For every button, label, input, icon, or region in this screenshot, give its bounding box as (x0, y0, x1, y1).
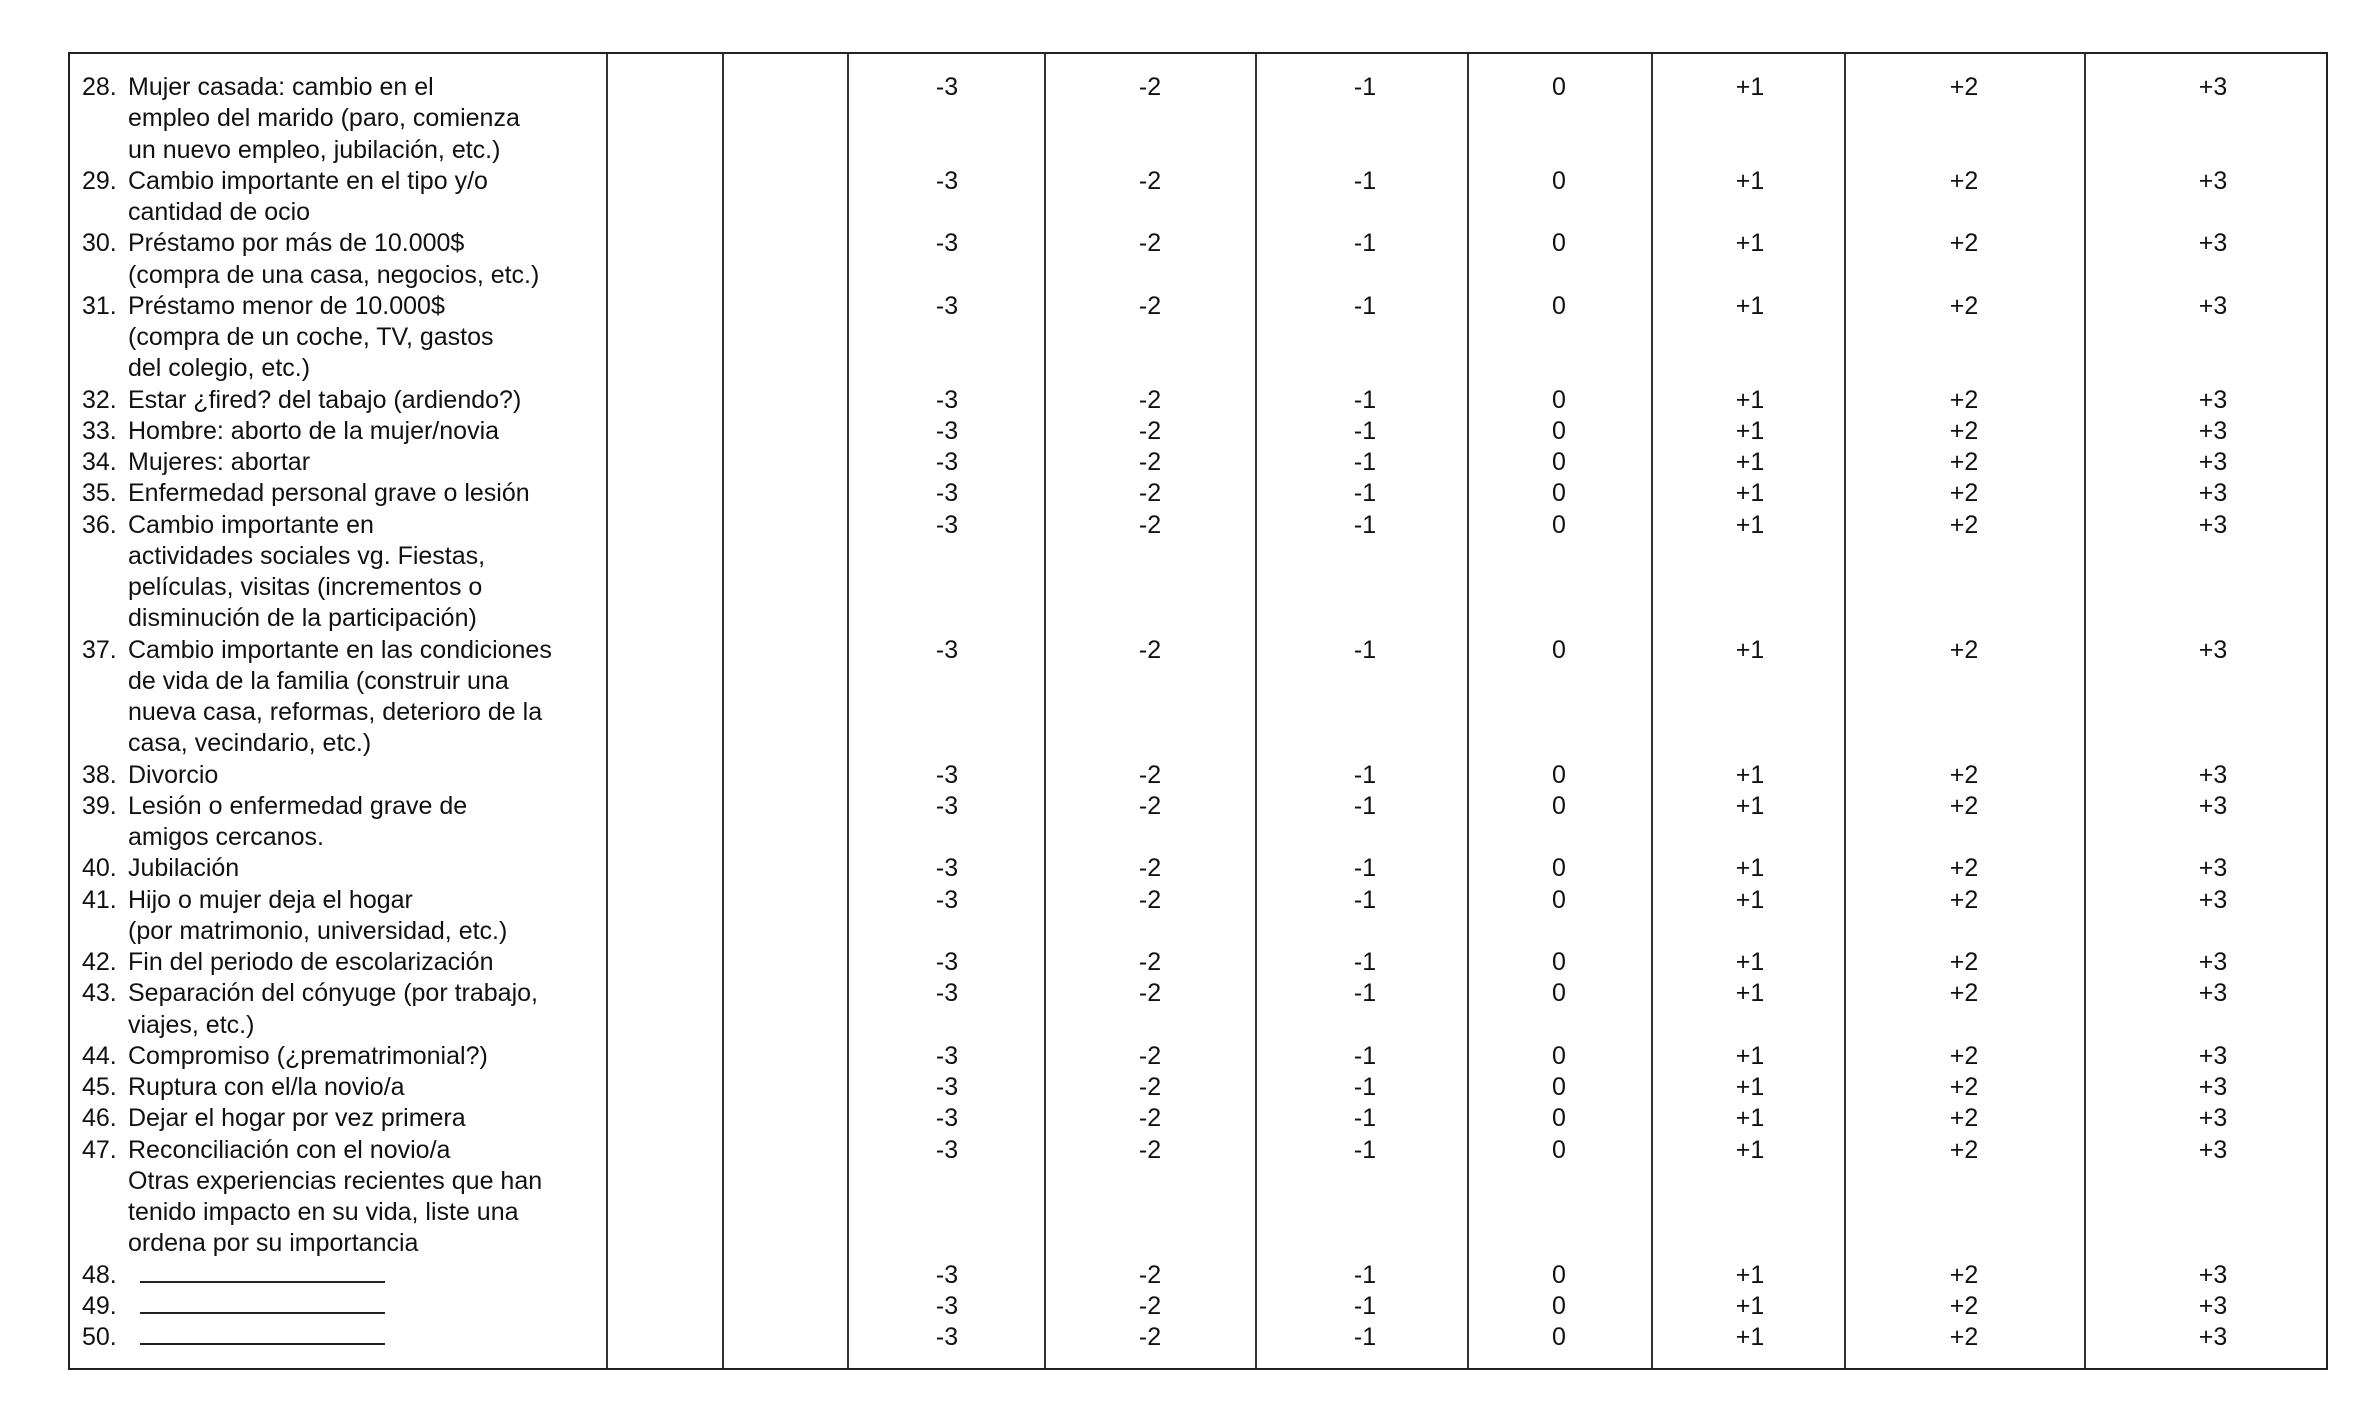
scale-option[interactable]: +3 (2198, 510, 2228, 539)
description-line: (por matrimonio, universidad, etc.) (128, 916, 508, 945)
scale-option[interactable]: -3 (935, 791, 959, 820)
item-number: 45. (82, 1073, 117, 1101)
scale-option[interactable]: -2 (1138, 760, 1162, 789)
scale-option[interactable]: +2 (1949, 1260, 1979, 1289)
event-description (128, 228, 539, 291)
scale-option[interactable]: +2 (1949, 885, 1979, 914)
scale-option[interactable]: -1 (1353, 885, 1377, 914)
write-in-field[interactable] (140, 1323, 385, 1345)
scale-option[interactable]: -3 (935, 885, 959, 914)
event-description (128, 510, 485, 635)
scale-option[interactable]: -3 (935, 229, 959, 258)
scale-option[interactable]: 0 (1552, 229, 1566, 258)
event-description (128, 635, 552, 760)
description-line: Préstamo por más de 10.000$ (128, 229, 465, 258)
scale-option[interactable]: -1 (1353, 448, 1377, 476)
event-label (82, 760, 219, 791)
scale-option[interactable]: -2 (1138, 1073, 1162, 1101)
scale-option[interactable]: -1 (1353, 635, 1377, 664)
column-divider (1255, 54, 1257, 1368)
event-label (82, 791, 468, 851)
description-line: películas, visitas (incrementos o (128, 573, 483, 601)
item-number: 29. (82, 166, 117, 195)
scale-option[interactable]: -2 (1138, 885, 1162, 914)
event-label (82, 228, 540, 289)
item-number: 35. (82, 479, 117, 508)
event-description (128, 166, 488, 229)
scale-option[interactable]: -3 (935, 854, 959, 883)
scale-option[interactable]: 0 (1552, 854, 1566, 883)
scale-option[interactable]: +1 (1735, 635, 1765, 664)
scale-option[interactable]: -3 (935, 1135, 959, 1164)
scale-option[interactable]: +2 (1949, 854, 1979, 883)
item-number: 44. (82, 1041, 117, 1070)
scale-option[interactable]: -1 (1353, 385, 1377, 414)
description-line: Mujeres: abortar (128, 448, 311, 476)
scale-option[interactable]: -3 (935, 760, 959, 789)
scale-option[interactable]: +3 (2198, 479, 2228, 508)
note-line: Otras experiencias recientes que han (128, 1166, 543, 1195)
description-line: viajes, etc.) (128, 1010, 255, 1039)
scale-option[interactable]: +1 (1735, 885, 1765, 914)
scale-option[interactable]: +2 (1949, 73, 1979, 101)
item-number: 34. (82, 448, 117, 476)
scale-option[interactable]: 0 (1552, 479, 1566, 508)
event-label (82, 166, 488, 226)
scale-option[interactable]: -3 (935, 73, 959, 101)
item-number: 28. (82, 73, 117, 101)
scale-option[interactable]: +2 (1949, 385, 1979, 414)
scale-option[interactable]: +3 (2198, 1041, 2228, 1070)
item-number: 40. (82, 854, 117, 883)
item-number: 30. (82, 229, 117, 258)
item-number: 32. (82, 385, 117, 414)
scale-option[interactable]: +1 (1735, 1041, 1765, 1070)
column-divider (722, 54, 724, 1368)
description-line: Compromiso (¿prematrimonial?) (128, 1041, 488, 1070)
scale-option[interactable]: +1 (1735, 854, 1765, 883)
scale-option[interactable]: -1 (1353, 1104, 1377, 1133)
event-description (128, 1041, 488, 1072)
description-line: Mujer casada: cambio en el (128, 73, 434, 101)
scale-option[interactable]: +3 (2198, 1104, 2228, 1133)
description-line: Jubilación (128, 854, 240, 883)
scale-option[interactable]: -2 (1138, 448, 1162, 476)
event-description (128, 72, 520, 166)
scale-option[interactable]: +1 (1735, 1073, 1765, 1101)
scale-option[interactable]: +2 (1949, 1073, 1979, 1101)
description-line: Dejar el hogar por vez primera (128, 1104, 466, 1133)
event-description (128, 791, 467, 854)
scale-option[interactable]: 0 (1552, 448, 1566, 476)
event-label (82, 947, 494, 978)
description-line: empleo del marido (paro, comienza (128, 104, 520, 133)
item-number: 33. (82, 416, 117, 445)
scale-option[interactable]: -2 (1138, 166, 1162, 195)
scale-option[interactable]: -2 (1138, 948, 1162, 976)
scale-option[interactable]: -1 (1353, 166, 1377, 195)
scale-option[interactable]: -2 (1138, 416, 1162, 445)
event-label (82, 416, 500, 447)
scale-option[interactable]: -2 (1138, 854, 1162, 883)
scale-option[interactable]: -1 (1353, 1260, 1377, 1289)
scale-option[interactable]: +2 (1949, 791, 1979, 820)
scale-option[interactable]: +1 (1735, 448, 1765, 476)
event-label (82, 447, 311, 478)
scale-option[interactable]: +2 (1949, 1104, 1979, 1133)
scale-option[interactable]: +3 (2198, 885, 2228, 914)
scale-option[interactable]: -2 (1138, 791, 1162, 820)
description-line: del colegio, etc.) (128, 354, 311, 383)
scale-option[interactable]: -2 (1138, 229, 1162, 258)
event-label (82, 1135, 451, 1166)
item-number: 42. (82, 948, 117, 976)
scale-option[interactable]: +1 (1735, 1135, 1765, 1164)
scale-option[interactable]: 0 (1552, 1041, 1566, 1070)
event-label (82, 72, 520, 164)
scale-option[interactable]: -1 (1353, 979, 1377, 1008)
scale-option[interactable]: -2 (1138, 1104, 1162, 1133)
description-line: casa, vecindario, etc.) (128, 729, 372, 758)
life-events-table (68, 52, 2328, 1370)
scale-option[interactable]: 0 (1552, 1323, 1566, 1351)
scale-option[interactable]: -1 (1353, 416, 1377, 445)
scale-option[interactable]: +2 (1949, 510, 1979, 539)
write-in-label (82, 1291, 385, 1322)
description-line: Cambio importante en las condiciones (128, 635, 552, 664)
scale-option[interactable]: +2 (1949, 1135, 1979, 1164)
scale-option[interactable]: -1 (1353, 479, 1377, 508)
scale-option[interactable]: +1 (1735, 760, 1765, 789)
scale-option[interactable]: +1 (1735, 1291, 1765, 1320)
scale-option[interactable]: +3 (2198, 448, 2228, 476)
event-label (82, 885, 508, 945)
column-divider (2084, 54, 2086, 1368)
event-label (82, 978, 538, 1039)
item-number: 39. (82, 791, 117, 820)
write-in-label (82, 1260, 385, 1291)
item-number: 47. (82, 1135, 117, 1164)
scale-option[interactable]: +1 (1735, 166, 1765, 195)
event-description (128, 1135, 450, 1166)
scale-option[interactable]: -2 (1138, 1135, 1162, 1164)
scale-option[interactable]: +3 (2198, 948, 2228, 976)
scale-option[interactable]: +2 (1949, 448, 1979, 476)
item-number: 49. (82, 1291, 117, 1320)
scale-option[interactable]: -2 (1138, 479, 1162, 508)
scale-option[interactable]: 0 (1552, 760, 1566, 789)
scale-option[interactable]: +2 (1949, 635, 1979, 664)
event-description (128, 478, 530, 509)
scale-option[interactable]: -3 (935, 979, 959, 1008)
event-label (82, 1072, 405, 1103)
write-in-field[interactable] (140, 1292, 385, 1314)
write-in-label (82, 1322, 385, 1353)
scale-option[interactable]: -2 (1138, 1323, 1162, 1351)
scale-option[interactable]: +3 (2198, 73, 2228, 101)
scale-option[interactable]: +3 (2198, 854, 2228, 883)
item-number: 50. (82, 1323, 117, 1351)
scale-option[interactable]: +2 (1949, 416, 1979, 445)
scale-option[interactable]: 0 (1552, 1135, 1566, 1164)
scale-option[interactable]: -2 (1138, 510, 1162, 539)
scale-option[interactable]: +1 (1735, 1260, 1765, 1289)
event-description (128, 885, 507, 948)
description-line: nueva casa, reformas, deterioro de la (128, 698, 543, 726)
column-divider (1467, 54, 1469, 1368)
scale-option[interactable]: +2 (1949, 948, 1979, 976)
event-description (128, 978, 538, 1041)
scale-option[interactable]: 0 (1552, 1073, 1566, 1101)
column-divider (847, 54, 849, 1368)
scale-option[interactable]: 0 (1552, 510, 1566, 539)
scale-option[interactable]: +1 (1735, 291, 1765, 320)
scale-option[interactable]: 0 (1552, 416, 1566, 445)
scale-option[interactable]: -2 (1138, 291, 1162, 320)
scale-option[interactable]: -2 (1138, 73, 1162, 101)
description-line: Separación del cónyuge (por trabajo, (128, 979, 538, 1008)
event-description (128, 853, 239, 884)
event-description (128, 385, 521, 416)
scale-option[interactable]: 0 (1552, 1291, 1566, 1320)
scale-option[interactable]: -2 (1138, 635, 1162, 664)
description-line: amigos cercanos. (128, 823, 324, 851)
scale-option[interactable]: +2 (1949, 1323, 1979, 1351)
scale-option[interactable]: 0 (1552, 635, 1566, 664)
description-line: Ruptura con el/la novio/a (128, 1073, 405, 1101)
scale-option[interactable]: +3 (2198, 1323, 2228, 1351)
scale-option[interactable]: -2 (1138, 385, 1162, 414)
scale-option[interactable]: -1 (1353, 510, 1377, 539)
scale-option[interactable]: 0 (1552, 948, 1566, 976)
scale-option[interactable]: -3 (935, 166, 959, 195)
scale-option[interactable]: +2 (1949, 291, 1979, 320)
scale-option[interactable]: -1 (1353, 854, 1377, 883)
scale-option[interactable]: +3 (2198, 1260, 2228, 1289)
scale-option[interactable]: -1 (1353, 1291, 1377, 1320)
scale-option[interactable]: -3 (935, 416, 959, 445)
event-label (82, 853, 240, 884)
scale-option[interactable]: -3 (935, 479, 959, 508)
scale-option[interactable]: 0 (1552, 291, 1566, 320)
event-description (128, 416, 499, 447)
note-line: ordena por su importancia (128, 1229, 419, 1258)
scale-option[interactable]: -3 (935, 1323, 959, 1351)
scale-option[interactable]: +2 (1949, 979, 1979, 1008)
scale-option[interactable]: +1 (1735, 510, 1765, 539)
column-divider (1844, 54, 1846, 1368)
scale-option[interactable]: +3 (2198, 1135, 2228, 1164)
scale-option[interactable]: -3 (935, 291, 959, 320)
scale-option[interactable]: 0 (1552, 166, 1566, 195)
description-line: Préstamo menor de 10.000$ (128, 291, 445, 320)
scale-option[interactable]: -1 (1353, 291, 1377, 320)
scale-option[interactable]: +2 (1949, 760, 1979, 789)
event-label (82, 291, 494, 383)
scale-option[interactable]: -1 (1353, 760, 1377, 789)
description-line: Lesión o enfermedad grave de (128, 791, 468, 820)
event-description (128, 947, 494, 978)
item-number: 38. (82, 760, 117, 789)
scale-option[interactable]: -1 (1353, 1135, 1377, 1164)
scale-option[interactable]: -1 (1353, 229, 1377, 258)
item-number: 43. (82, 979, 117, 1008)
scale-option[interactable]: +2 (1949, 229, 1979, 258)
scale-option[interactable]: +1 (1735, 73, 1765, 101)
scale-option[interactable]: -1 (1353, 73, 1377, 101)
event-description (128, 447, 310, 478)
description-line: Cambio importante en el tipo y/o (128, 166, 488, 195)
column-divider (1044, 54, 1046, 1368)
event-label (82, 385, 522, 416)
scale-option[interactable]: -3 (935, 448, 959, 476)
scale-option[interactable]: 0 (1552, 979, 1566, 1008)
description-line: Hijo o mujer deja el hogar (128, 885, 413, 914)
scale-option[interactable]: 0 (1552, 885, 1566, 914)
column-divider (606, 54, 608, 1368)
scale-option[interactable]: -3 (935, 1291, 959, 1320)
scale-option[interactable]: -3 (935, 1041, 959, 1070)
scale-option[interactable]: -2 (1138, 1041, 1162, 1070)
scale-option[interactable]: +3 (2198, 1073, 2228, 1101)
item-number: 46. (82, 1104, 117, 1133)
description-line: Enfermedad personal grave o lesión (128, 479, 530, 508)
scale-option[interactable]: +3 (2198, 166, 2228, 195)
event-label (82, 478, 530, 509)
scale-option[interactable]: 0 (1552, 791, 1566, 820)
description-line: (compra de una casa, negocios, etc.) (128, 260, 540, 289)
scale-option[interactable]: -3 (935, 1073, 959, 1101)
scale-option[interactable]: -3 (935, 635, 959, 664)
scale-option[interactable]: +1 (1735, 416, 1765, 445)
scale-option[interactable]: -2 (1138, 979, 1162, 1008)
event-label (82, 510, 486, 633)
event-description (128, 760, 218, 791)
description-line: disminución de la participación) (128, 604, 477, 633)
description-line: Reconciliación con el novio/a (128, 1135, 451, 1164)
description-line: Fin del periodo de escolarización (128, 948, 494, 976)
scale-option[interactable]: -3 (935, 1104, 959, 1133)
scale-option[interactable]: -3 (935, 385, 959, 414)
scale-option[interactable]: +3 (2198, 1291, 2228, 1320)
scale-option[interactable]: +3 (2198, 385, 2228, 414)
note-line: tenido impacto en su vida, liste una (128, 1198, 519, 1226)
scale-option[interactable]: +1 (1735, 1104, 1765, 1133)
scale-option[interactable]: +1 (1735, 229, 1765, 258)
event-description (128, 291, 494, 385)
scale-option[interactable]: -3 (935, 510, 959, 539)
description-line: de vida de la familia (construir una (128, 666, 509, 695)
scale-option[interactable]: +2 (1949, 1291, 1979, 1320)
scale-option[interactable]: +1 (1735, 979, 1765, 1008)
scale-option[interactable]: +2 (1949, 166, 1979, 195)
description-line: Hombre: aborto de la mujer/novia (128, 416, 500, 445)
scale-option[interactable]: -2 (1138, 1260, 1162, 1289)
description-line: actividades sociales vg. Fiestas, (128, 541, 486, 570)
write-in-field[interactable] (140, 1261, 385, 1283)
scale-option[interactable]: -3 (935, 1260, 959, 1289)
description-line: cantidad de ocio (128, 198, 311, 226)
item-number: 31. (82, 291, 117, 320)
item-number: 37. (82, 635, 117, 664)
scale-option[interactable]: +3 (2198, 635, 2228, 664)
event-label (82, 1041, 488, 1072)
scale-option[interactable]: +1 (1735, 948, 1765, 976)
scale-option[interactable]: +2 (1949, 1041, 1979, 1070)
scale-option[interactable]: +1 (1735, 1323, 1765, 1351)
scale-option[interactable]: -1 (1353, 1041, 1377, 1070)
scale-option[interactable]: -1 (1353, 1323, 1377, 1351)
item-number: 48. (82, 1260, 117, 1289)
event-label (82, 1103, 466, 1134)
event-label (82, 635, 552, 758)
scale-option[interactable]: +3 (2198, 416, 2228, 445)
description-line: Divorcio (128, 760, 219, 789)
scale-option[interactable]: 0 (1552, 1104, 1566, 1133)
scale-option[interactable]: +3 (2198, 229, 2228, 258)
scale-option[interactable]: +3 (2198, 791, 2228, 820)
scale-option[interactable]: -2 (1138, 1291, 1162, 1320)
description-line: un nuevo empleo, jubilación, etc.) (128, 135, 501, 164)
description-line: (compra de un coche, TV, gastos (128, 323, 494, 351)
scale-option[interactable]: -3 (935, 948, 959, 976)
event-description (128, 1072, 405, 1103)
scale-option[interactable]: +3 (2198, 291, 2228, 320)
scale-option[interactable]: -1 (1353, 1073, 1377, 1101)
item-number: 36. (82, 510, 117, 539)
description-line: Estar ¿fired? del tabajo (ardiendo?) (128, 385, 522, 414)
scale-option[interactable]: 0 (1552, 1260, 1566, 1289)
scale-option[interactable]: 0 (1552, 385, 1566, 414)
scale-option[interactable]: +3 (2198, 760, 2228, 789)
scale-option[interactable]: +1 (1735, 385, 1765, 414)
scale-option[interactable]: +1 (1735, 791, 1765, 820)
description-line: Cambio importante en (128, 510, 374, 539)
item-number: 41. (82, 885, 117, 914)
scale-option[interactable]: -1 (1353, 948, 1377, 976)
scale-option[interactable]: -1 (1353, 791, 1377, 820)
column-divider (1651, 54, 1653, 1368)
scale-option[interactable]: 0 (1552, 73, 1566, 101)
event-description (128, 1103, 466, 1134)
scale-option[interactable]: +2 (1949, 479, 1979, 508)
scale-option[interactable]: +3 (2198, 979, 2228, 1008)
scale-option[interactable]: +1 (1735, 479, 1765, 508)
